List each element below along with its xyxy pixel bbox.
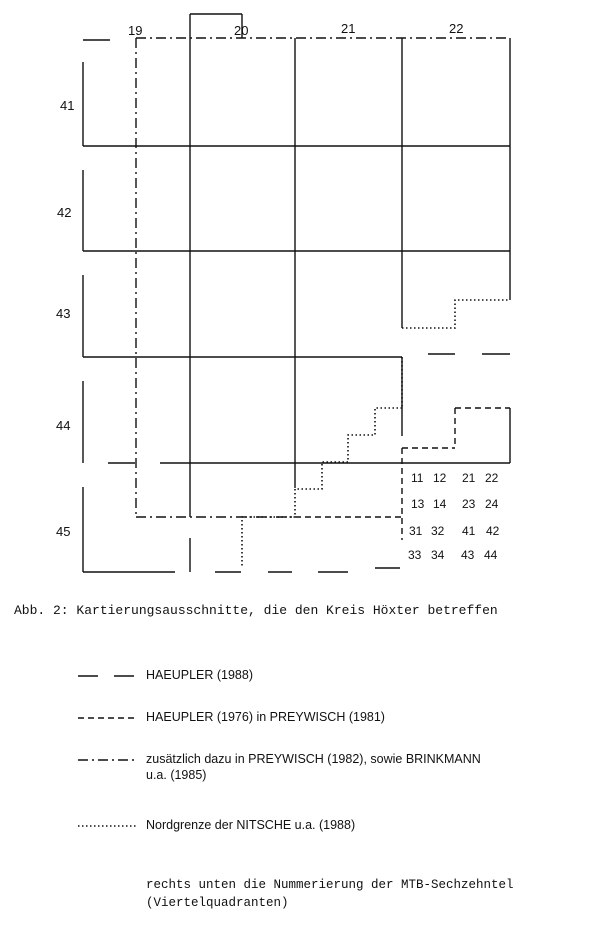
- numbering-note-continuation: (Viertelquadranten): [146, 896, 289, 910]
- row-label: 42: [57, 205, 72, 220]
- row-label: 44: [56, 418, 71, 433]
- column-label: 22: [449, 21, 464, 36]
- legend-label: HAEUPLER (1976) in PREYWISCH (1981): [146, 710, 385, 724]
- legend-label: zusätzlich dazu in PREYWISCH (1982), sowie BRINKMANN: [146, 752, 481, 766]
- dashed-line-icon: [78, 714, 138, 722]
- haeupler-1988-boundary: [83, 40, 510, 572]
- quadrant-numbering: [408, 471, 500, 562]
- figure-caption: Abb. 2: Kartierungsausschnitte, die den Kreis Höxter betreffen: [14, 603, 498, 618]
- quadrant-number: 21: [462, 471, 476, 485]
- dash-dot-line-icon: [78, 756, 138, 764]
- quadrant-number: 12: [433, 471, 447, 485]
- quadrant-number: 32: [431, 524, 445, 538]
- row-label: 45: [56, 524, 71, 539]
- quadrant-number: 43: [461, 548, 475, 562]
- row-label: 43: [56, 306, 71, 321]
- quadrant-number: 24: [485, 497, 499, 511]
- legend-label: HAEUPLER (1988): [146, 668, 253, 682]
- quadrant-number: 34: [431, 548, 445, 562]
- quadrant-number: 14: [433, 497, 447, 511]
- quadrant-number: 13: [411, 497, 425, 511]
- quadrant-number: 41: [462, 524, 476, 538]
- column-label: 21: [341, 21, 356, 36]
- preywisch-1982-boundary: [136, 38, 510, 517]
- column-label: 19: [128, 23, 143, 38]
- dotted-line-icon: [78, 822, 138, 830]
- quadrant-number: 42: [486, 524, 500, 538]
- column-label: 20: [234, 23, 249, 38]
- quadrant-number: 11: [411, 471, 424, 485]
- legend-label-continuation: u.a. (1985): [146, 768, 207, 782]
- quadrant-number: 22: [485, 471, 499, 485]
- quadrant-number: 23: [462, 497, 476, 511]
- quadrant-number: 44: [484, 548, 498, 562]
- legend-label: Nordgrenze der NITSCHE u.a. (1988): [146, 818, 356, 832]
- quadrant-number: 33: [408, 548, 422, 562]
- row-label: 41: [60, 98, 75, 113]
- numbering-note: rechts unten die Nummerierung der MTB-Sechzehntel: [146, 878, 514, 892]
- solid-grid-lines: [83, 14, 510, 517]
- long-dash-line-icon: [78, 672, 138, 680]
- quadrant-number: 31: [409, 524, 423, 538]
